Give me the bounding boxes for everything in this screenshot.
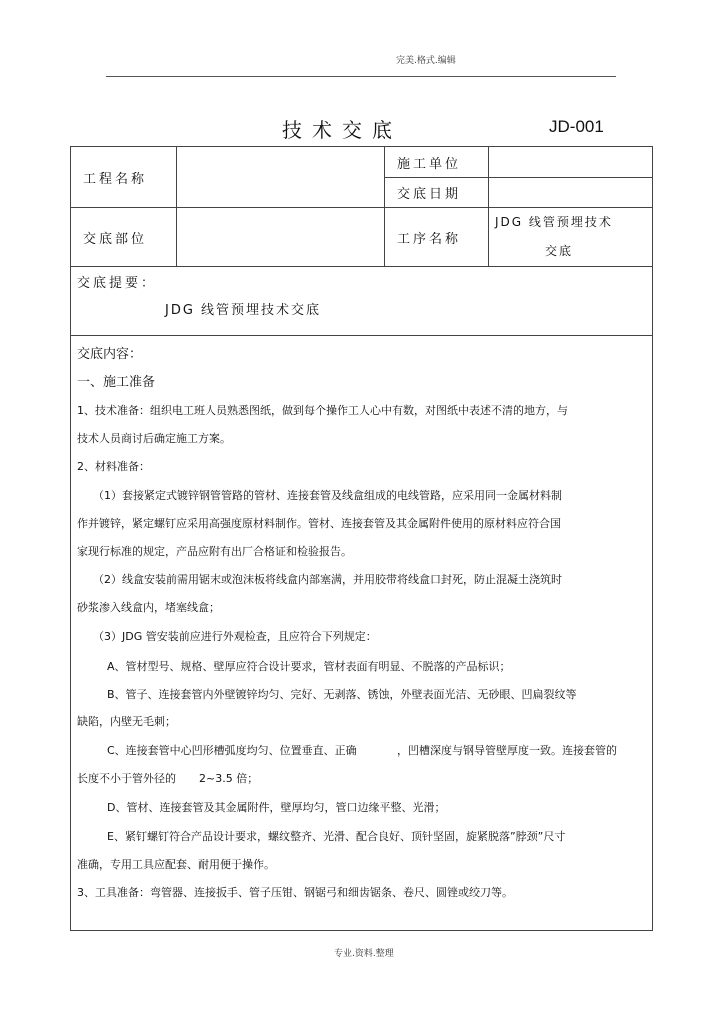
content-line: 技术人员商讨后确定施工方案。 [77, 432, 231, 445]
document-title: 技术交底 [282, 118, 402, 142]
content-line: A、管材型号、规格、壁厚应符合设计要求，管材表面有明显、不脱落的产品标识； [107, 660, 511, 673]
content-line: 缺陷，内壁无毛刺； [77, 715, 176, 728]
content-line: 家现行标准的规定，产品应附有出厂合格证和检验报告。 [77, 545, 352, 558]
content-line: 3、工具准备：弯管器、连接扳手、管子压钳、钢锯弓和细齿锯条、卷尺、圆锉或绞刀等。 [77, 886, 513, 899]
process-name-value-cont: 交底 [545, 244, 574, 258]
content-line: E、紧钉螺钉符合产品设计要求，螺纹整齐、光滑、配合良好、顶针坚固，旋紧脱落”脖颈”尺寸 [107, 830, 566, 843]
content-line: 准确，专用工具应配套、耐用便于操作。 [77, 858, 275, 871]
summary-label: 交底提要： [77, 276, 158, 291]
content-line: B、管子、连接套管内外壁镀锌均匀、完好、无剥落、锈蚀，外壁表面光洁、无砂眼、凹扁裂纹等 [107, 688, 577, 701]
content-line: ，凹槽深度与钢导管壁厚度一致。连接套管的 [397, 744, 617, 757]
content-line: C、连接套管中心凹形槽弧度均匀、位置垂直、正确 [107, 744, 357, 757]
row-divider [384, 177, 653, 178]
content-line: （2）线盒安装前需用锯末或泡沫板将线盒内部塞满，并用胶带将线盒口封死，防止混凝土浇筑时 [93, 573, 562, 586]
disclosure-table [70, 146, 653, 931]
contractor-label: 施工单位 [397, 157, 462, 172]
process-name-value: JDG 线管预埋技术 [495, 215, 613, 229]
disclosure-dept-label: 交底部位 [83, 232, 148, 247]
col-divider [488, 147, 489, 266]
header-note: 完美.格式.编辑 [396, 56, 456, 66]
content-line: （1）套接紧定式镀锌钢管管路的管材、连接套管及线盒组成的电线管路，应采用同一金属材料制 [93, 489, 562, 502]
section-heading: 一、施工准备 [77, 375, 156, 390]
process-name-label: 工序名称 [397, 232, 462, 247]
content-label: 交底内容： [77, 347, 143, 362]
project-name-label: 工程名称 [83, 172, 148, 187]
disclosure-date-label: 交底日期 [397, 187, 462, 202]
content-line: 1、技术准备：组织电工班人员熟悉图纸，做到每个操作工人心中有数，对图纸中表述不清的地方，与 [77, 404, 568, 417]
content-line: 砂浆渗入线盒内，堵塞线盒； [77, 601, 220, 614]
content-line: （3）JDG 管安装前应进行外观检查，且应符合下列规定： [93, 630, 377, 643]
col-divider [176, 147, 177, 266]
content-line: 长度不小于管外径的 [77, 772, 176, 785]
content-line: 2、材料准备： [77, 460, 150, 473]
row-divider [71, 335, 653, 336]
footer-note: 专业.资料.整理 [334, 949, 394, 959]
summary-text: JDG 线管预埋技术交底 [165, 303, 322, 318]
row-divider [71, 207, 653, 208]
content-line: 2~3.5 倍； [199, 772, 259, 785]
header-rule [106, 76, 616, 77]
row-divider [71, 266, 653, 267]
col-divider [384, 147, 385, 266]
document-code: JD-001 [549, 117, 604, 136]
content-line: D、管材、连接套管及其金属附件，壁厚均匀，管口边缘平整、光滑； [107, 801, 446, 814]
content-line: 作并镀锌，紧定螺钉应采用高强度原材料制作。管材、连接套管及其金属附件使用的原材料应符合国 [77, 517, 561, 530]
